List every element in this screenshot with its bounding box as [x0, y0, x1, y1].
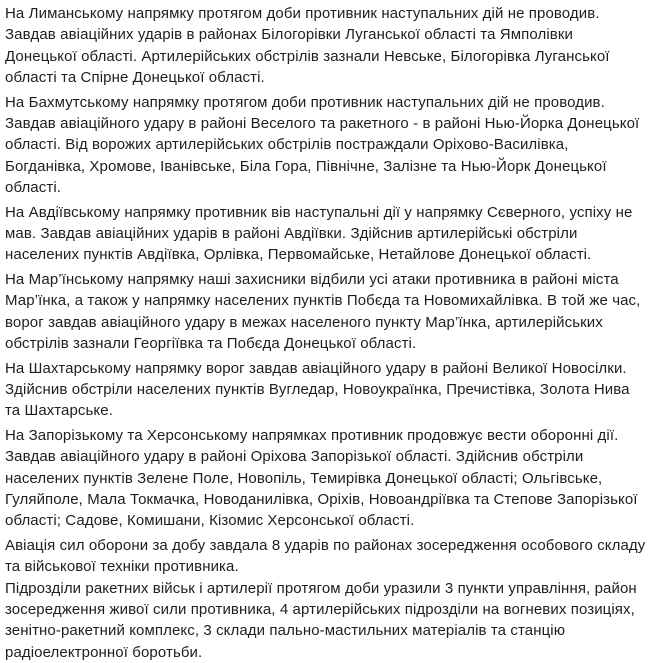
paragraph-zaporizhzhia-kherson-direction: На Запорізькому та Херсонському напрямках противник продовжує вести оборонні дії. Завдав авіаційного удару в районі Оріхова Запорізької області. Здійснив обстріли населених пунктів Зелене Поле, Новопіль, Темирівка Донецької області; Ольгівське, Гуляйполе, Мала Токмачка, Новоданилівка, Оріхів, Новоандріївка та Степове Запорізької області; Садове, Комишани, Кізомис Херсонської області. — [5, 426, 638, 530]
paragraph-shakhtarsk-direction: На Шахтарському напрямку ворог завдав авіаційного удару в районі Великої Новосілки. Здійснив обстріли населених пунктів Вугледар, Новоукраїнка, Пречистівка, Золота Нива та Шахтарське. — [5, 359, 630, 420]
paragraph-avdiivka-direction: На Авдіївському напрямку противник вів наступальні дії у напрямку Сєверного, успіху не мав. Завдав авіаційних ударів в районі Авдіївки. Здійснив артилерійські обстріли населених пунктів Авдіївка, Орлівка, Первомайське, Нетайлове Донецької області. — [5, 203, 633, 264]
paragraph-lyman-direction: На Лиманському напрямку протягом доби противник наступальних дій не проводив. Завдав авіаційних ударів в районах Білогорівки Луганської області та Ямполівки Донецької області. Артилерійських обстрілів зазнали Невське, Білогорівка Луганської області та Спірне Донецької області. — [5, 5, 610, 87]
paragraph-marinka-direction: На Мар’їнському напрямку наші захисники відбили усі атаки противника в районі міста Мар’їнка, а також у напрямку населених пунктів Побєда та Новомихайлівка. В той же час, ворог завдав авіаційного удару в межах населеного пункту Мар’їнка, артилерійських обстрілів зазнали Георгіївка та Побєда Донецької області. — [5, 270, 641, 353]
paragraph-missile-artillery-strikes: Підрозділи ракетних військ і артилерії протягом доби уразили 3 пункти управління, район зосередження живої сили противника, 4 артилерійських підрозділи на вогневих позиціях, зенітно-ракетний комплекс, 3 склади пально-мастильних матеріалів та станцію радіоелектронної боротьби. — [5, 579, 637, 661]
paragraph-aviation-strikes: Авіація сил оборони за добу завдала 8 ударів по районах зосередження особового складу та військової техніки противника. — [5, 536, 646, 576]
paragraph-bakhmut-direction: На Бахмутському напрямку протягом доби противник наступальних дій не проводив. Завдав авіаційного удару в районі Веселого та ракетного - в районі Нью-Йорка Донецької області. Від ворожих артилерійських обстрілів постраждали Оріхово-Василівка, Богданівка, Хромове, Іванівське, Біла Гора, Північне, Залізне та Нью-Йорк Донецької області. — [5, 93, 640, 197]
